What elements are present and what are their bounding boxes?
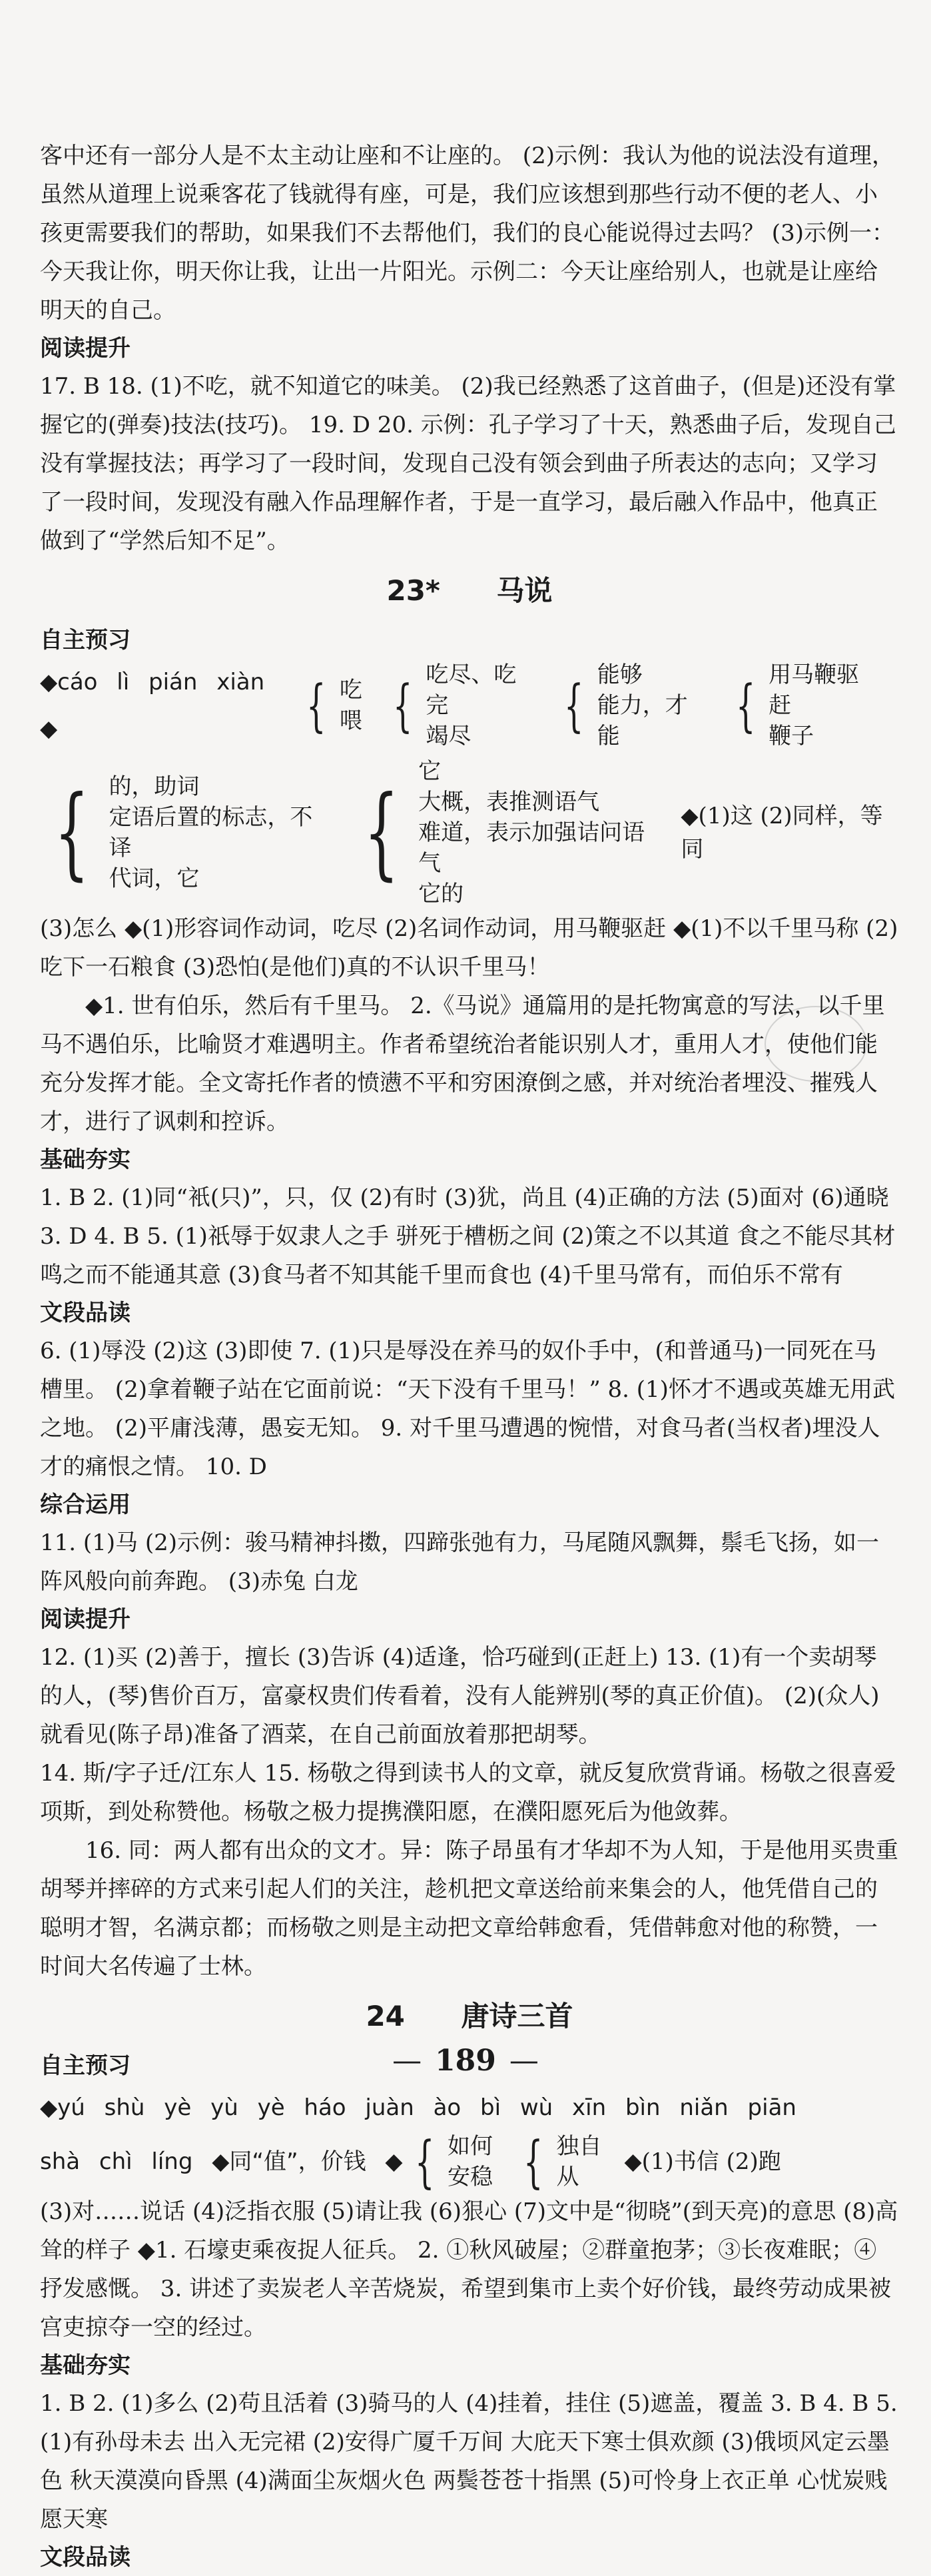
- meaning: 如何: [448, 2133, 493, 2160]
- passage-answers: 6. (1)辱没 (2)这 (3)即使 7. (1)只是辱没在养马的奴仆手中，(和普通马)一同死在马槽里。 (2)拿着鞭子站在它面前说：“天下没有千里马！” 8. (1)怀才不遇或英雄无用武之地。 (2)平庸浅薄，愚妄无知。 9. 对千里马遭遇的惋惜，对食马者(当权者)埋没人才的痛恨之情。 10. D: [40, 1338, 895, 1480]
- meaning: 能力，才能: [597, 692, 688, 749]
- section-heading-passage: 文段品读: [40, 2544, 131, 2571]
- preview-row-tail: ◆(1)书信 (2)跑: [624, 2148, 781, 2175]
- meaning: 它的: [418, 881, 464, 907]
- meaning: 它: [418, 758, 442, 785]
- brace-icon: {: [523, 2129, 543, 2194]
- dash-icon: —: [509, 2044, 539, 2078]
- brace-icon: {: [392, 673, 413, 738]
- lesson-number: 23*: [386, 574, 440, 607]
- meaning: 鞭子: [769, 723, 814, 749]
- preview-row-tail: ◆(1)这 (2)同样，等同: [681, 803, 883, 863]
- page-number-value: 189: [435, 2044, 496, 2078]
- reading-answers-3: 16. 同：两人都有出众的文才。异：陈子昂虽有才华却不为人知，于是他用买贵重胡琴并摔碎的方式来引起人们的关注，趁机把文章送给前来集会的人，他凭借自己的聪明才智，名满京都；而杨敬之则是主动把文章给韩愈看，凭借韩愈对他的称赞，一时间大名传遍了士林。: [40, 1837, 898, 1980]
- section-heading-preview: 自主预习: [40, 627, 131, 653]
- preview-row: [40, 2131, 899, 2192]
- meaning: 吃: [339, 677, 362, 703]
- meaning: 用马鞭驱赶: [769, 661, 860, 719]
- meaning: 难道，表示加强诘问语气: [418, 819, 645, 877]
- meaning: 安稳: [448, 2164, 493, 2190]
- meaning: 吃尽、吃完: [426, 661, 517, 719]
- preview-row-2: [40, 756, 899, 909]
- reading-answers: 17. B 18. (1)不吃，就不知道它的味美。 (2)我已经熟悉了这首曲子，(但是)还没有掌握它的(弹奏)技法(技巧)。 19. D 20. 示例：孔子学习了十天，熟悉曲子后，发现自己没有掌握技法；再学习了一段时间，发现自己没有领会到曲子所表达的志向；又学习了一段时间，发现没有融入作品理解作者，于是一直学习，最后融入作品中，他真正做到了“学然后知不足”。: [40, 373, 896, 554]
- comprehensive-answers: 11. (1)马 (2)示例：骏马精神抖擞，四蹄张弛有力，马尾随风飘舞，鬃毛飞扬，如一阵风般向前奔跑。 (3)赤兔 白龙: [40, 1529, 880, 1595]
- section-heading-preview: 自主预习: [40, 2052, 131, 2079]
- preview-row-1: [40, 659, 899, 752]
- brace-group: [556, 659, 705, 751]
- section-heading-reading: 阅读提升: [40, 335, 131, 362]
- brace-group: [728, 659, 876, 751]
- preview-answers: (3)对……说话 (4)泛指衣服 (5)请让我 (6)狠心 (7)文中是“彻晓”(到天亮)的意思 (8)高耸的样子 ◆1. 石壕吏乘夜捉人征兵。 2. ①秋风破屋；②群童抱茅；③长夜难眠；④抒发感慨。 3. 讲述了卖炭老人辛苦烧炭，希望到集市上卖个好价钱，最终劳动成果被宫吏掠夺一空的经过。: [40, 2198, 898, 2341]
- brace-group: [298, 675, 362, 736]
- brace-icon: {: [306, 673, 326, 738]
- section-heading-comprehensive: 综合运用: [40, 1492, 131, 1518]
- page-number: [0, 2044, 931, 2078]
- meaning: 从: [556, 2164, 579, 2190]
- brace-icon: {: [364, 775, 399, 891]
- meaning: 能够: [597, 661, 643, 688]
- brace-group: [515, 2131, 601, 2192]
- section-heading-reading: 阅读提升: [40, 1606, 131, 1633]
- reading-answers-1: 12. (1)买 (2)善于，擅长 (3)告诉 (4)适逢，恰巧碰到(正赶上) 13. (1)有一个卖胡琴的人，(琴)售价百万，富豪权贵们传看着，没有人能辨别(琴的真正价值)。 (2)(众人)就看见(陈子昂)准备了酒菜，在自己前面放着那把胡琴。: [40, 1644, 880, 1748]
- lesson-number: 24: [366, 2000, 405, 2032]
- preview-answers: (3)怎么 ◆(1)形容词作动词，吃尽 (2)名词作动词，用马鞭驱赶 ◆(1)不以千里马称 (2)吃下一石粮食 (3)恐怕(是他们)真的不认识千里马！: [40, 915, 898, 981]
- lesson-title: [40, 564, 899, 618]
- lesson-name: 马说: [496, 574, 553, 607]
- dash-icon: —: [392, 2044, 422, 2078]
- meaning: 独自: [556, 2133, 602, 2160]
- answer-text-continued: 客中还有一部分人是不太主动让座和不让座的。 (2)示例：我认为他的说法没有道理，虽然从道理上说乘客花了钱就得有座，可是，我们应该想到那些行动不便的老人、小孩更需要我们的帮助，如果我们不去帮他们，我们的良心能说得过去吗？ (3)示例一：今天我让你，明天你让我，让出一片阳光。示例二：今天让座给别人，也就是让座给明天的自己。: [40, 143, 894, 324]
- section-heading-passage: 文段品读: [40, 1300, 131, 1326]
- reading-answers-2: 14. 斯/字子迁/江东人 15. 杨敬之得到读书人的文章，就反复欣赏背诵。杨敬之很喜爱项斯，到处称赞他。杨敬之极力提携濮阳愿，在濮阳愿死后为他敛葬。: [40, 1760, 896, 1825]
- brace-icon: {: [54, 775, 89, 891]
- brace-icon: {: [414, 2129, 435, 2194]
- preview-summary: ◆1. 世有伯乐，然后有千里马。 2.《马说》通篇用的是托物寓意的写法，以千里马不遇伯乐，比喻贤才难遇明主。作者希望统治者能识别人才，重用人才，使他们能充分发挥才能。全文寄托作者的愤懑不平和穷困潦倒之感，并对统治者埋没、摧残人才，进行了讽刺和控诉。: [40, 993, 885, 1135]
- meaning: 代词，它: [109, 865, 200, 892]
- brace-group: [40, 771, 327, 894]
- meaning: 竭尽: [426, 723, 471, 749]
- section-heading-basic: 基础夯实: [40, 1146, 131, 1173]
- brace-icon: {: [735, 673, 756, 738]
- basic-answers: 1. B 2. (1)多么 (2)苟且活着 (3)骑马的人 (4)挂着，挂住 (5)遮盖，覆盖 3. B 4. B 5. (1)有孙母未去 出入无完裙 (2)安得广厦千万间 大庇天下寒士俱欢颜 (3)俄顷风定云墨色 秋天漠漠向昏黑 (4)满面尘灰烟火色 两鬓苍苍十指黑 (5)可怜身上衣正单 心忧炭贱愿天寒: [40, 2390, 898, 2533]
- pinyin-answers: ◆cáo lì pián xiàn ◆: [40, 669, 265, 742]
- meaning: 喂: [339, 707, 362, 734]
- section-heading-basic: 基础夯实: [40, 2352, 131, 2379]
- pinyin-answers: ◆yú shù yè yù yè háo juàn ào bì wù xīn bìn niǎn piān: [40, 2094, 796, 2121]
- meaning: 大概，表推测语气: [418, 789, 600, 815]
- pinyin-answers: shà chì líng ◆同“值”，价钱 ◆: [40, 2148, 403, 2175]
- brace-group: [350, 756, 659, 909]
- lesson-title: [40, 1990, 899, 2043]
- brace-icon: {: [564, 673, 584, 738]
- content-column: [40, 137, 899, 2576]
- meaning: 定语后置的标志，不译: [109, 804, 313, 861]
- lesson-name: 唐诗三首: [461, 2000, 573, 2032]
- brace-group: [385, 659, 533, 751]
- meaning: 的，助词: [109, 773, 200, 800]
- brace-group: [407, 2131, 493, 2192]
- basic-answers: 1. B 2. (1)同“衹(只)”，只，仅 (2)有时 (3)犹，尚且 (4)正确的方法 (5)面对 (6)通晓 3. D 4. B 5. (1)祇辱于奴隶人之手 骈死于槽枥之间 (2)策之不以其道 食之不能尽其材 鸣之而不能通其意 (3)食马者不知其能千里而食也 (4)千里马常有，而伯乐不常有: [40, 1184, 896, 1288]
